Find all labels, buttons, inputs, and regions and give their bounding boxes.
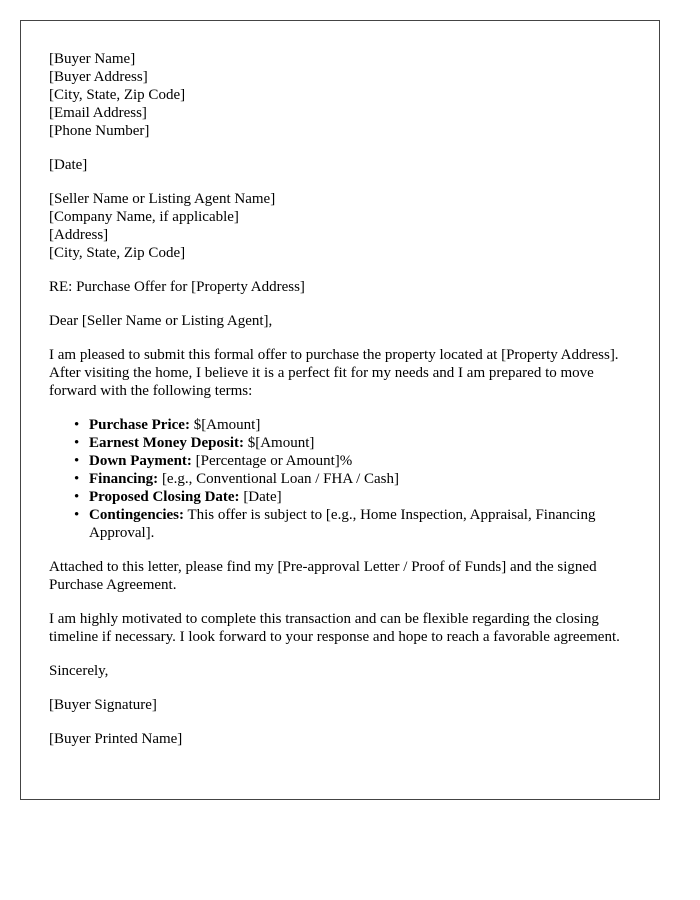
bullet-icon: • — [74, 489, 80, 505]
buyer-phone: [Phone Number] — [49, 123, 150, 139]
bullet-icon: • — [74, 417, 80, 433]
letter-date — [49, 156, 639, 174]
buyer-printed-name: [Buyer Printed Name] — [49, 731, 183, 747]
date-text: [Date] — [49, 157, 88, 173]
bullet-icon: • — [74, 453, 80, 469]
buyer-email: [Email Address] — [49, 105, 147, 121]
sign-off: Sincerely, — [49, 663, 109, 679]
list-item — [74, 416, 639, 434]
term-value: [Percentage or Amount]% — [191, 453, 353, 469]
attachments-paragraph: Attached to this letter, please find my [Pre-approval Letter / Proof of Funds] and the signed Purchase Agreement. — [49, 559, 597, 593]
recipient-address: [Address] — [49, 227, 109, 243]
buyer-signature: [Buyer Signature] — [49, 697, 157, 713]
term-value: This offer is subject to [e.g., Home Inspection, Appraisal, Financing Approval]. — [89, 507, 596, 541]
letter-page — [20, 20, 660, 800]
list-item — [74, 434, 639, 452]
salutation: Dear [Seller Name or Listing Agent], — [49, 313, 273, 329]
buyer-address-block — [49, 50, 639, 140]
bullet-icon: • — [74, 507, 80, 523]
term-label: Proposed Closing Date: — [89, 489, 240, 505]
term-value: [e.g., Conventional Loan / FHA / Cash] — [158, 471, 399, 487]
term-label: Down Payment: — [89, 453, 192, 469]
list-item — [74, 488, 639, 506]
intro-paragraph: I am pleased to submit this formal offer to purchase the property located at [Property Address]. After visiting the home, I believe it is a perfect fit for my needs and I am prepared to move forward with the following terms: — [49, 347, 619, 399]
term-value: $[Amount] — [243, 435, 315, 451]
closing-paragraph: I am highly motivated to complete this transaction and can be flexible regarding the closing timeline if necessary. I look forward to your response and hope to reach a favorable agreement. — [49, 611, 620, 645]
term-label: Financing: — [89, 471, 159, 487]
bullet-icon: • — [74, 471, 80, 487]
recipient-address-block — [49, 190, 639, 262]
buyer-name: [Buyer Name] — [49, 51, 136, 67]
buyer-address: [Buyer Address] — [49, 69, 148, 85]
term-value: $[Amount] — [189, 417, 261, 433]
offer-terms-list — [49, 416, 639, 542]
list-item — [74, 506, 639, 542]
buyer-city-state-zip: [City, State, Zip Code] — [49, 87, 186, 103]
list-item — [74, 452, 639, 470]
term-label: Earnest Money Deposit: — [89, 435, 244, 451]
recipient-name: [Seller Name or Listing Agent Name] — [49, 191, 276, 207]
bullet-icon: • — [74, 435, 80, 451]
term-value: [Date] — [239, 489, 282, 505]
letter-content — [49, 50, 639, 764]
recipient-company: [Company Name, if applicable] — [49, 209, 239, 225]
recipient-city-state-zip: [City, State, Zip Code] — [49, 245, 186, 261]
term-label: Contingencies: — [89, 507, 184, 523]
subject-line: RE: Purchase Offer for [Property Address] — [49, 279, 305, 295]
term-label: Purchase Price: — [89, 417, 190, 433]
list-item — [74, 470, 639, 488]
